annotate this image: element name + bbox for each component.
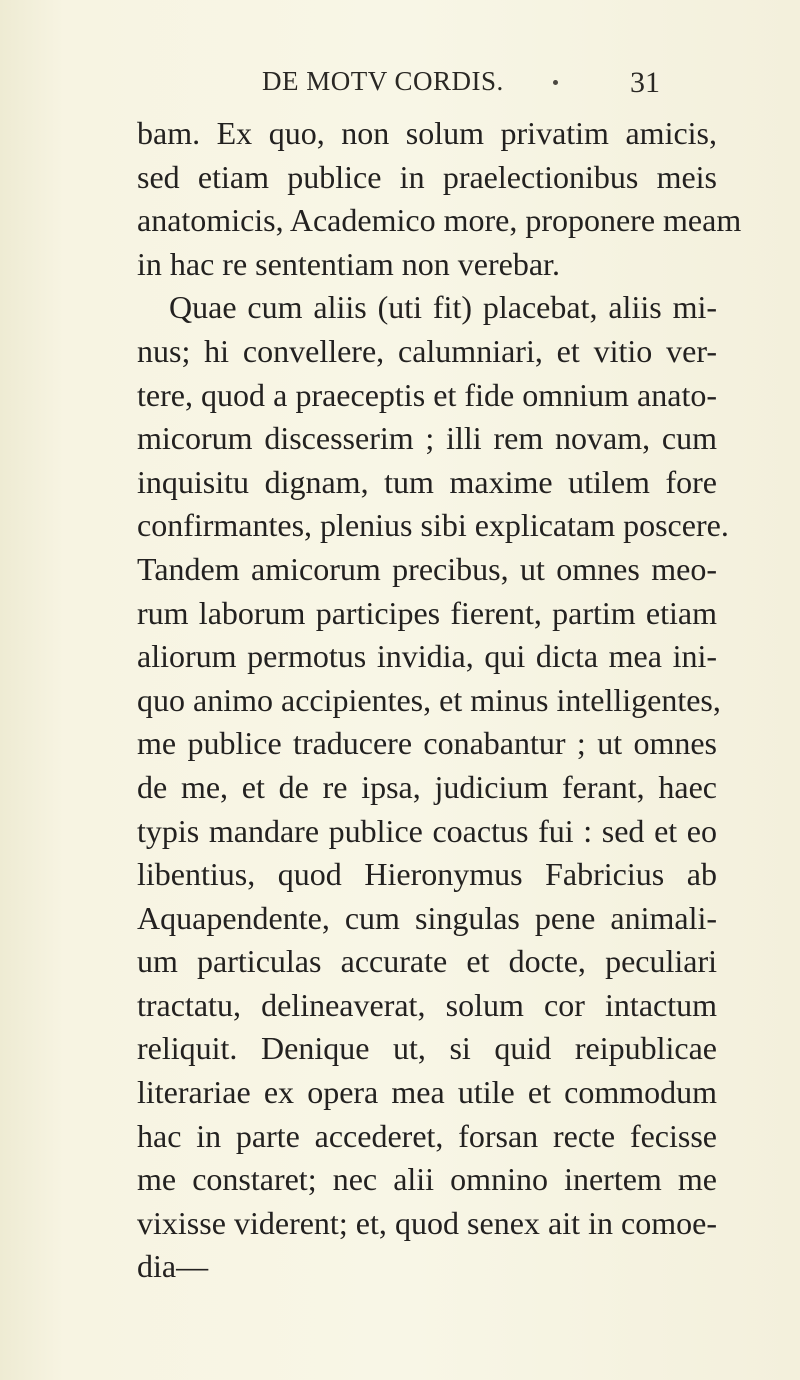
text-line: me constaret; nec alii omnino inertem me — [137, 1161, 717, 1198]
running-title: DE MOTV CORDIS. — [262, 66, 504, 96]
page-number: 31 — [630, 66, 660, 99]
text-line: literariae ex opera mea utile et commodum — [137, 1074, 717, 1111]
text-line: confirmantes, plenius sibi explicatam poscere. — [137, 507, 729, 544]
text-line: Tandem amicorum precibus, ut omnes meo- — [137, 550, 717, 587]
text-line: quo animo accipientes, et minus intelligentes, — [137, 681, 721, 718]
page-header — [0, 66, 800, 106]
text-line: um particulas accurate et docte, peculiari — [137, 943, 717, 980]
text-line: vixisse viderent; et, quod senex ait in comoe- — [137, 1204, 717, 1241]
header-separator-dot — [553, 80, 558, 85]
text-line: reliquit. Denique ut, si quid reipublicae — [137, 1030, 717, 1067]
text-line: Aquapendente, cum singulas pene animali- — [137, 899, 717, 936]
text-line: libentius, quod Hieronymus Fabricius ab — [137, 856, 717, 893]
body-text — [137, 112, 742, 1289]
text-line: hac in parte accederet, forsan recte fecisse — [137, 1117, 717, 1154]
text-line: de me, et de re ipsa, judicium ferant, haec — [137, 768, 717, 805]
text-line: bam. Ex quo, non solum privatim amicis, — [137, 115, 717, 151]
text-line: nus; hi convellere, calumniari, et vitio ver- — [137, 332, 717, 369]
text-line: typis mandare publice coactus fui : sed et eo — [137, 812, 717, 849]
text-line: rum laborum participes fierent, partim etiam — [137, 594, 717, 631]
text-line: anatomicis, Academico more, proponere meam — [137, 202, 742, 239]
text-line: tractatu, delineaverat, solum cor intactum — [137, 986, 717, 1023]
text-line: aliorum permotus invidia, qui dicta mea ini- — [137, 638, 717, 675]
text-line: Quae cum aliis (uti fit) placebat, aliis mi- — [169, 289, 717, 326]
text-line: tere, quod a praeceptis et fide omnium anato- — [137, 376, 717, 413]
text-line: micorum discesserim ; illi rem novam, cum — [137, 420, 717, 457]
text-line: inquisitu dignam, tum maxime utilem fore — [137, 463, 717, 500]
text-line: dia— — [137, 1248, 209, 1285]
text-line: sed etiam publice in praelectionibus meis — [137, 158, 717, 195]
text-line: in hac re sententiam non verebar. — [137, 245, 560, 282]
text-line: me publice traducere conabantur ; ut omnes — [137, 725, 717, 762]
